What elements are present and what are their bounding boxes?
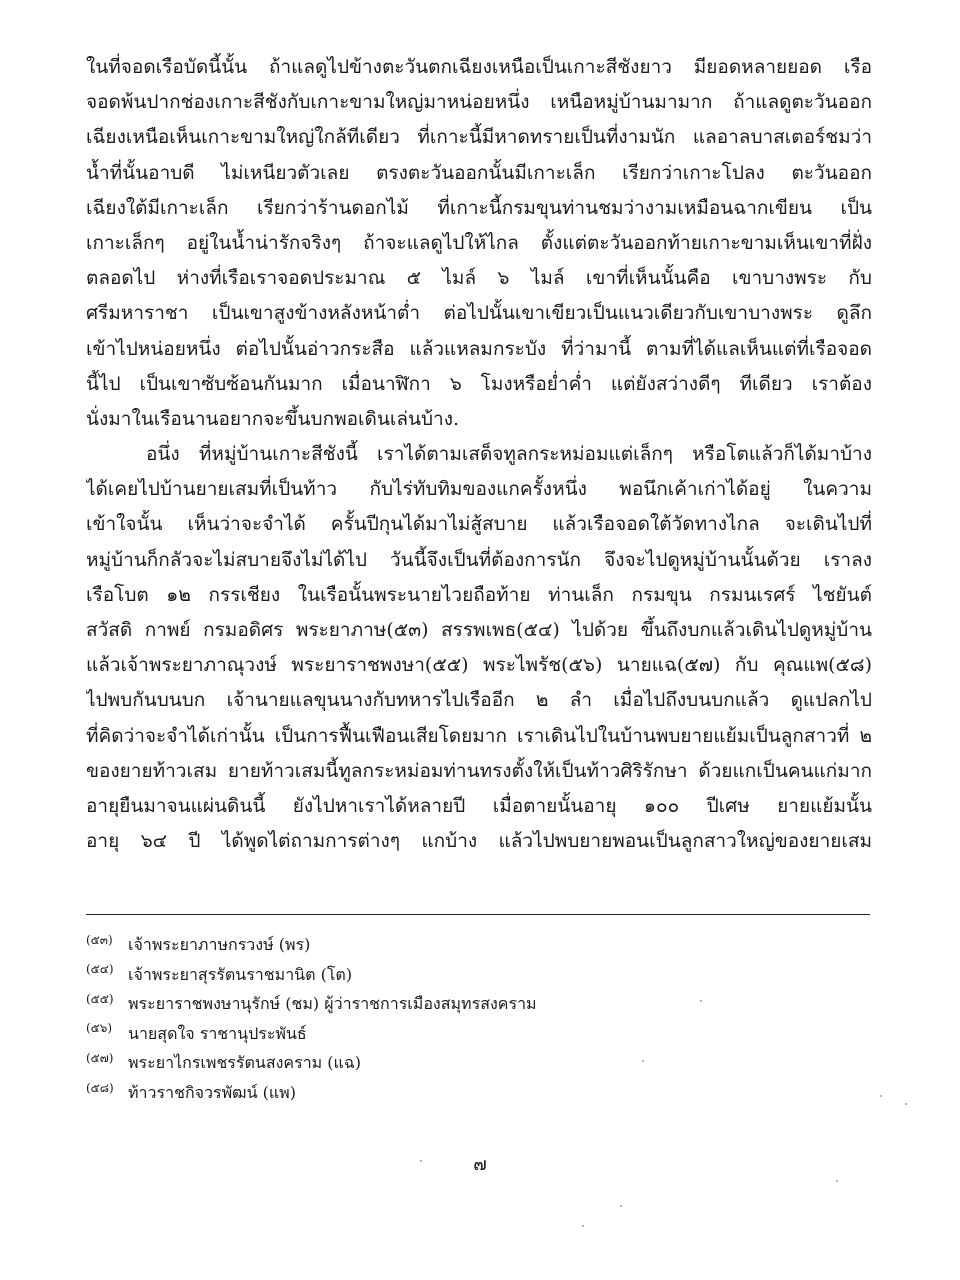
footnote-text: เจ้าพระยาสุรรัตนราชมานิต (โต) xyxy=(128,964,353,984)
footnote-number: (๕๖) xyxy=(86,1021,113,1036)
body-line-14: เข้าใจนั้น เห็นว่าจะจำได้ ครั้นปีกุนได้มาไม่สู้สบาย แล้วเรือจอดใต้วัดทางไกล จะเดินไปที่ xyxy=(86,513,872,536)
body-line-20: ที่คิดว่าจะจำได้เก่านั้น เป็นการฟื้นเฟือนเสียโดยมาก เราเดินไปในบ้านพบยายแย้มเป็นลูกสาวที่ ๒ xyxy=(86,724,872,747)
body-line-10: นี้ไป เป็นเขาซับซ้อนกันมาก เมื่อนาฬิกา ๖ โมงหรือย่ำค่ำ แต่ยังสว่างดีๆ ทีเดียว เราต้อง xyxy=(86,372,872,395)
body-line-3: เฉียงเหนือเห็นเกาะขามใหญ่ใกล้ทีเดียว ที่เกาะนี้มีหาดทรายเป็นที่งามนัก แลอาลบาสเตอร์ชมว่า xyxy=(86,126,872,149)
footnote xyxy=(86,960,786,990)
footnote-number: (๕๓) xyxy=(86,932,113,947)
scan-speck xyxy=(582,1225,584,1227)
footnotes xyxy=(86,930,786,1108)
footnote xyxy=(86,1078,786,1108)
scan-speck xyxy=(836,1180,838,1182)
scan-speck xyxy=(700,1000,702,1002)
body-line-18: แล้วเจ้าพระยาภาณุวงษ์ พระยาราชพงษา(๕๕) พระไพรัช(๕๖) นายแฉ(๕๗) กับ คุณแพ(๕๘) xyxy=(86,654,872,677)
body-line-9: เข้าไปหน่อยหนึ่ง ต่อไปนั้นอ่าวกระสือ แล้วแหลมกระบัง ที่ว่ามานี้ ตามที่ได้แลเห็นแต่ที่เรือจอด xyxy=(86,337,872,360)
body-line-13: ได้เคยไปบ้านยายเสมที่เป็นท้าว กับไร่ทับทิมของแกครั้งหนึ่ง พอนึกเค้าเก่าได้อยู่ ในความ xyxy=(86,478,872,501)
footnote-divider xyxy=(86,914,870,915)
footnote xyxy=(86,989,786,1019)
page-number: ๗ xyxy=(473,1154,487,1175)
footnote-number: (๕๔) xyxy=(86,962,114,977)
body-line-1: ในที่จอดเรือบัดนี้นั้น ถ้าแลดูไปข้างตะวันตกเฉียงเหนือเป็นเกาะสีชังยาว มียอดหลายยอด เรือ xyxy=(86,56,872,78)
footnote-text: พระยาไกรเพชรรัตนสงคราม (แฉ) xyxy=(128,1053,361,1073)
body-line-8: ศรีมหาราชา เป็นเขาสูงข้างหลังหน้าต่ำ ต่อไปนั้นเขาเขียวเป็นแนวเดียวกับเขาบางพระ ดูลึก xyxy=(86,302,872,325)
footnote-text: เจ้าพระยาภาษกรวงษ์ (พร) xyxy=(128,935,311,954)
footnote xyxy=(86,1019,786,1049)
scan-speck xyxy=(642,1060,644,1062)
footnote-text: ท้าวราชกิจวรพัฒน์ (แพ) xyxy=(128,1082,296,1102)
footnote-number: (๕๕) xyxy=(86,991,114,1006)
footnote-text: พระยาราชพงษานุรักษ์ (ชม) ผู้ว่าราชการเมืองสมุทรสงคราม xyxy=(128,994,537,1014)
body-line-4: น้ำที่นั้นอาบดี ไม่เหนียวตัวเลย ตรงตะวันออกนั้นมีเกาะเล็ก เรียกว่าเกาะโปลง ตะวันออก xyxy=(86,161,872,184)
scan-speck xyxy=(420,1160,422,1162)
body-line-17: สวัสดิ กาพย์ กรมอดิศร พระยาภาษ(๕๓) สรรพเพธ(๕๔) ไปด้วย ขึ้นถึงบกแล้วเดินไปดูหมู่บ้าน xyxy=(86,619,872,641)
body-text xyxy=(86,50,872,859)
footnote xyxy=(86,1048,786,1078)
body-line-7: ตลอดไป ห่างที่เรือเราจอดประมาณ ๕ ไมล์ ๖ ไมล์ เขาที่เห็นนั้นคือ เขาบางพระ กับ xyxy=(86,267,872,290)
body-line-19: ไปพบกันบนบก เจ้านายแลขุนนางกับทหารไปเรืออีก ๒ ลำ เมื่อไปถึงบนบกแล้ว ดูแปลกไป xyxy=(86,689,872,712)
body-line-21: ของยายท้าวเสม ยายท้าวเสมนี้ทูลกระหม่อมท่านทรงตั้งให้เป็นท้าวศิริรักษา ด้วยแกเป็นคนแก่มาก xyxy=(86,759,872,782)
footnote-number: (๕๘) xyxy=(86,1080,114,1095)
scan-speck xyxy=(880,1095,882,1097)
body-line-23: อายุ ๖๔ ปี ได้พูดไต่ถามการต่างๆ แกบ้าง แล้วไปพบยายพอนเป็นลูกสาวใหญ่ของยายเสม xyxy=(86,830,872,853)
scan-speck xyxy=(905,1103,907,1105)
footnote-number: (๕๗) xyxy=(86,1051,114,1066)
body-line-12: อนึ่ง ที่หมู่บ้านเกาะสีชังนี้ เราได้ตามเสด็จทูลกระหม่อมแต่เล็กๆ หรือโตแล้วก็ได้มาบ้าง xyxy=(146,443,872,466)
body-line-16: เรือโบต ๑๒ กรรเชียง ในเรือนั้นพระนายไวยถือท้าย ท่านเล็ก กรมขุน กรมนเรศร์ ไชยันต์ xyxy=(86,583,872,606)
body-line-22: อายุยืนมาจนแผ่นดินนี้ ยังไปหาเราได้หลายปี เมื่อตายนั้นอายุ ๑๐๐ ปีเศษ ยายแย้มนั้น xyxy=(86,794,872,817)
body-line-11: นั่งมาในเรือนานอยากจะขึ้นบกพอเดินเล่นบ้าง. xyxy=(86,407,460,430)
body-line-15: หมู่บ้านก็กลัวจะไม่สบายจึงไม่ได้ไป วันนี้จึงเป็นที่ต้องการนัก จึงจะไปดูหมู่บ้านนั้นด้วย เราลง xyxy=(86,548,872,571)
body-line-2: จอดพ้นปากช่องเกาะสีชังกับเกาะขามใหญ่มาหน่อยหนึ่ง เหนือหมู่บ้านมามาก ถ้าแลดูตะวันออก xyxy=(86,91,872,114)
footnote xyxy=(86,930,786,960)
scan-speck xyxy=(620,1205,622,1207)
footnote-text: นายสุดใจ ราชานุประพันธ์ xyxy=(128,1023,307,1043)
body-line-6: เกาะเล็กๆ อยู่ในน้ำน่ารักจริงๆ ถ้าจะแลดูไปให้ไกล ตั้งแต่ตะวันออกท้ายเกาะขามเห็นเขาที่ฝั่ง xyxy=(86,231,872,254)
body-line-5: เฉียงใต้มีเกาะเล็ก เรียกว่าร้านดอกไม้ ที่เกาะนี้กรมขุนท่านชมว่างามเหมือนฉากเขียน เป็น xyxy=(86,196,872,219)
